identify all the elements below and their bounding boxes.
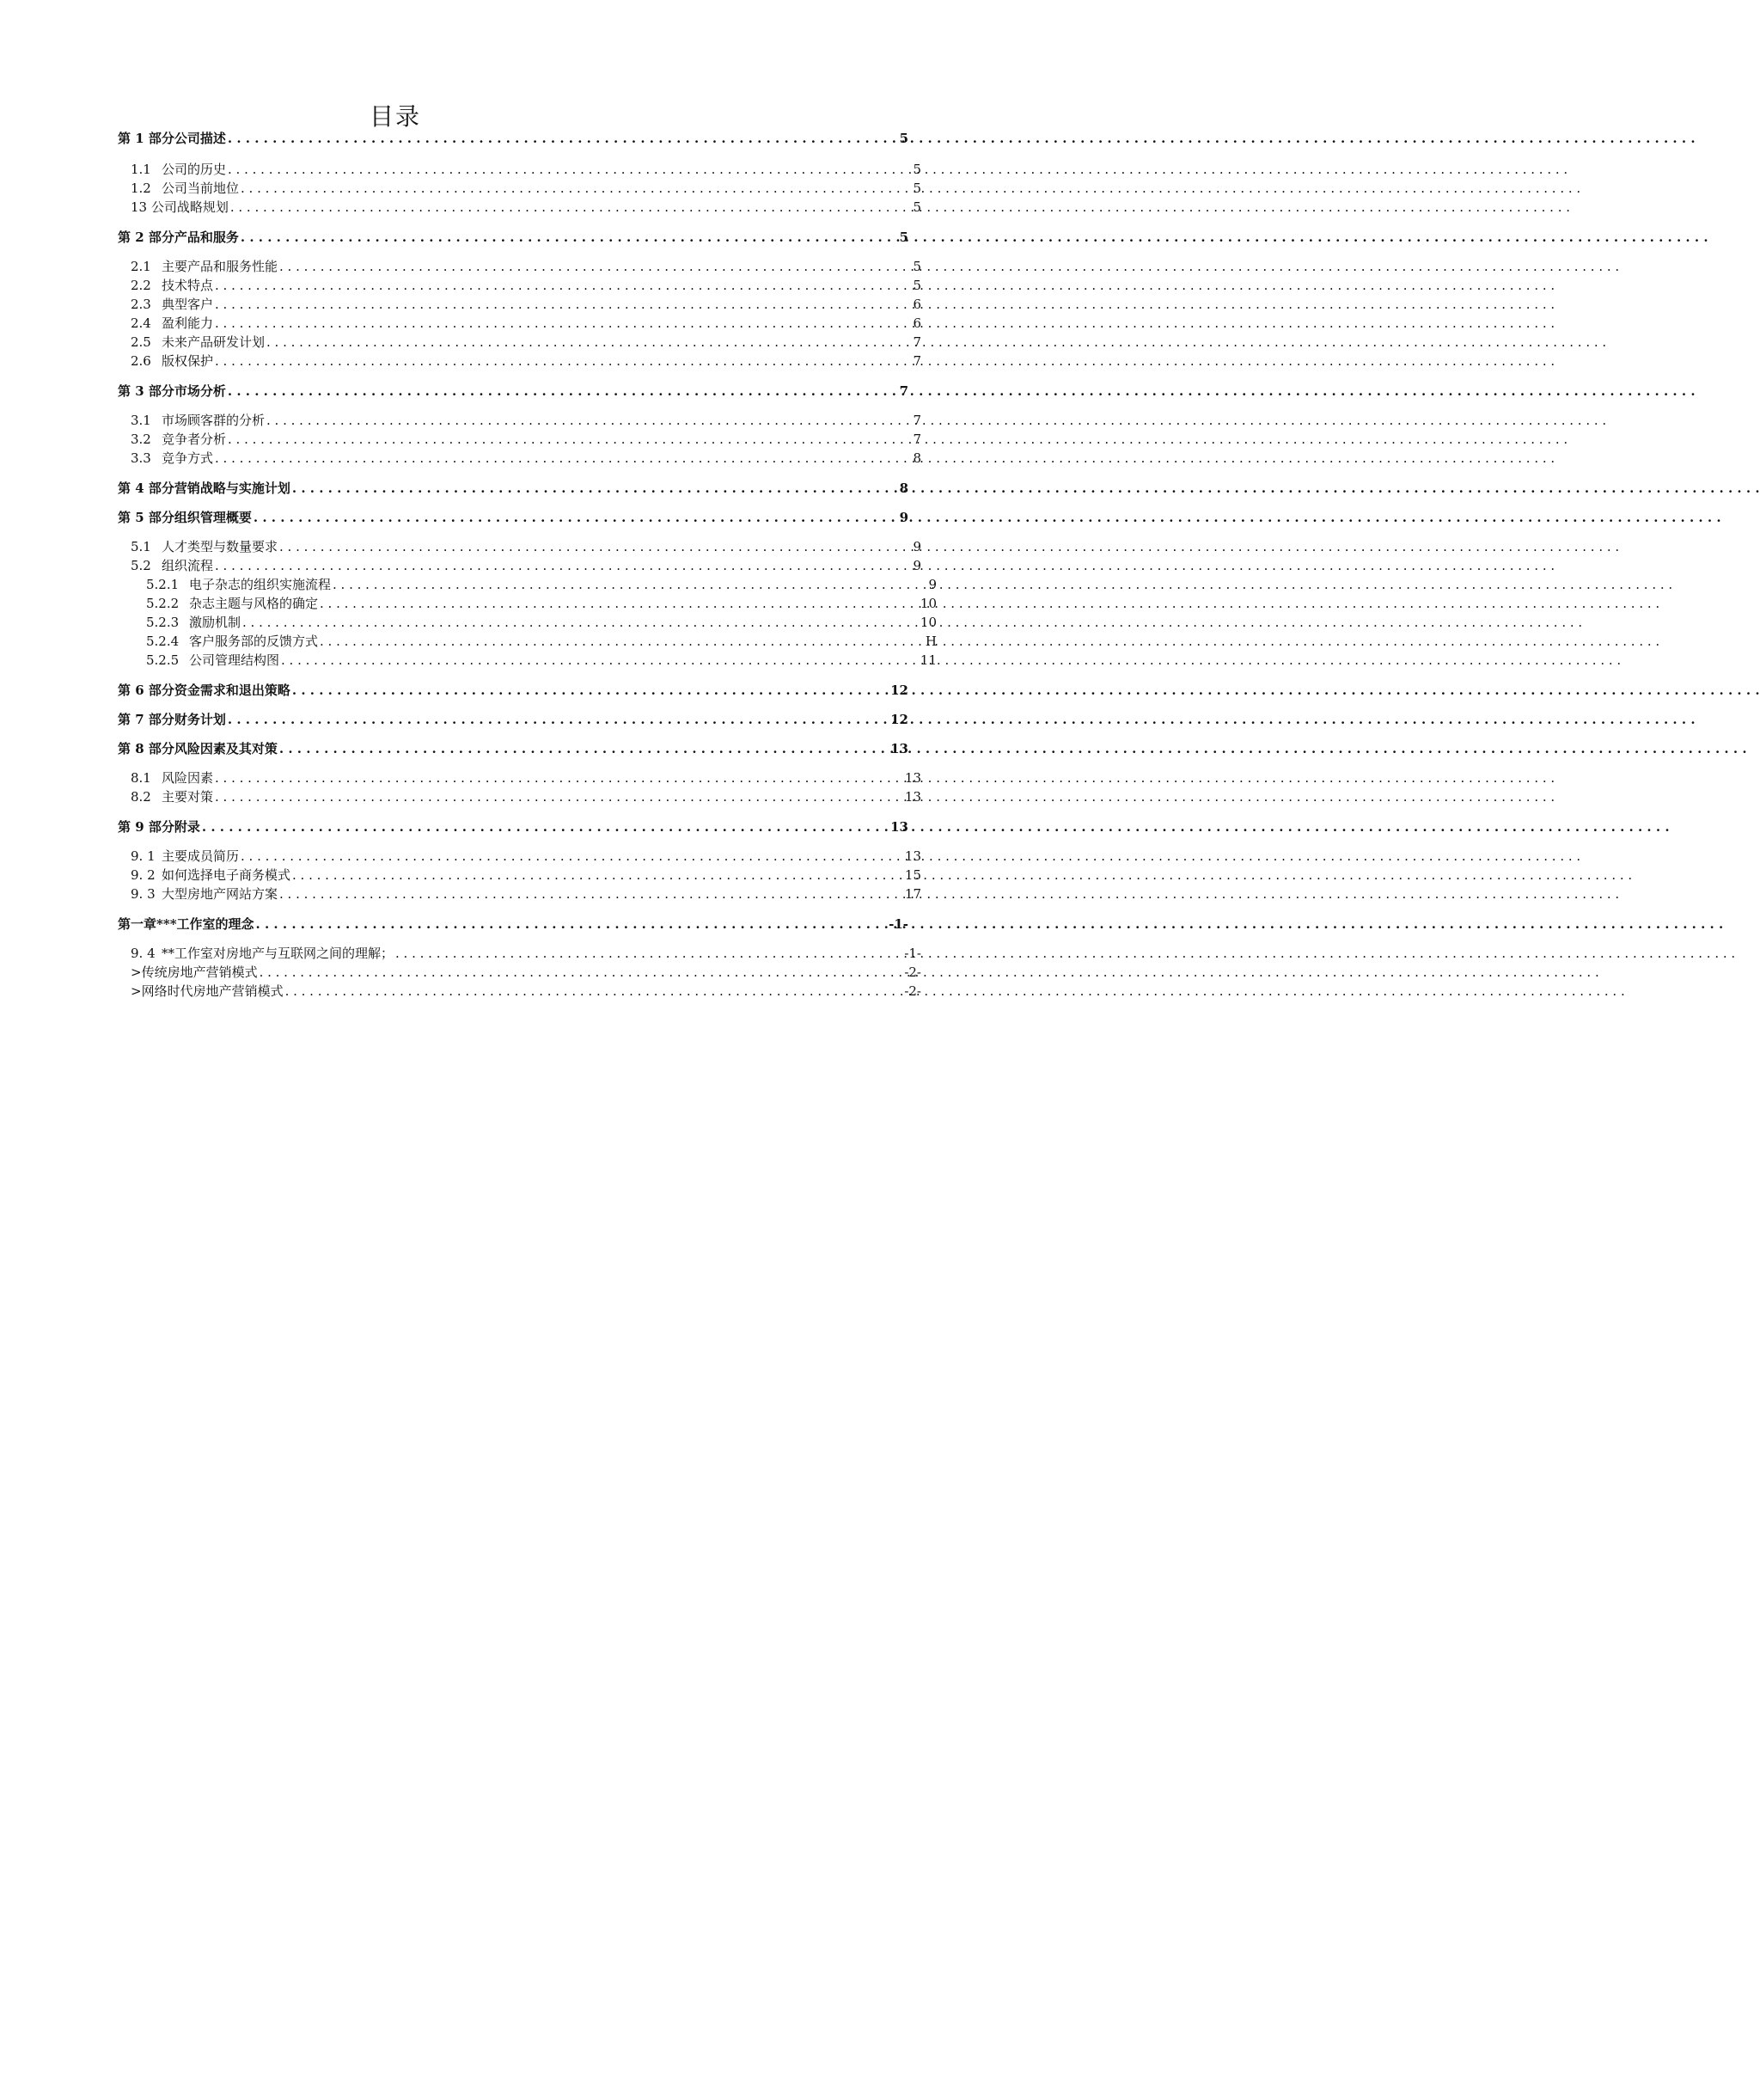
toc-entry-label: 盈利能力 <box>162 315 214 331</box>
toc-page-number: 6 <box>913 315 921 331</box>
toc-entry-label: 版权保护 <box>162 353 214 369</box>
toc-section-entry[interactable] <box>131 411 921 430</box>
toc-entry-label: 客户服务部的反馈方式 <box>189 634 319 649</box>
toc-chapter-entry[interactable] <box>118 479 908 498</box>
toc-entry-label: 第 9 部分附录 <box>118 819 200 835</box>
toc-page-number: 5 <box>913 162 921 177</box>
toc-section-entry[interactable] <box>131 160 921 179</box>
toc-page-number: 15 <box>904 867 921 883</box>
toc-entry-label: 第 8 部分风险因素及其对策 <box>118 741 278 756</box>
toc-entry-label: 组织流程 <box>162 558 214 573</box>
toc-section-entry[interactable] <box>131 866 921 885</box>
toc-chapter-entry[interactable] <box>118 129 908 148</box>
toc-entry-number: 9. 4 <box>131 946 156 961</box>
toc-entry-number: 5.1 <box>131 539 151 554</box>
toc-entry-number: 5.2.2 <box>146 596 180 611</box>
toc-page-number: 7 <box>913 413 921 428</box>
toc-section-entry[interactable] <box>131 352 921 370</box>
toc-entry-label: 市场顾客群的分析 <box>162 413 266 428</box>
toc-entry-number: 3.1 <box>131 413 151 428</box>
toc-entry-label: 第 1 部分公司描述 <box>118 131 226 146</box>
toc-page-number: -2- <box>904 964 921 980</box>
toc-section-entry[interactable] <box>131 430 921 449</box>
page-title: 目录 <box>369 102 421 131</box>
toc-page-number: 5 <box>913 181 921 196</box>
toc-section-entry[interactable] <box>131 179 921 198</box>
toc-page-number: 8 <box>913 450 921 466</box>
toc-page-number: H <box>925 634 937 649</box>
toc-page-number: 11 <box>920 652 937 668</box>
toc-page-number: 7 <box>899 383 908 399</box>
toc-section-entry[interactable] <box>146 613 937 632</box>
toc-entry-number: 5.2.3 <box>146 615 180 630</box>
toc-section-entry[interactable] <box>131 314 921 333</box>
toc-entry-number: 9. 1 <box>131 848 156 864</box>
toc-entry-label: 典型客户 <box>162 297 214 312</box>
toc-entry-label: 公司的历史 <box>162 162 227 177</box>
toc-chapter-entry[interactable] <box>118 508 908 527</box>
toc-entry-label: 公司当前地位 <box>162 181 240 196</box>
toc-section-entry[interactable] <box>131 295 921 314</box>
toc-entry-number: 5.2.5 <box>146 652 180 668</box>
toc-section-entry[interactable] <box>131 198 921 217</box>
toc-section-entry[interactable] <box>131 333 921 352</box>
toc-entry-label: 第 3 部分市场分析 <box>118 383 226 399</box>
toc-page-number: 7 <box>913 334 921 350</box>
toc-entry-number: 2.6 <box>131 353 151 369</box>
toc-page-number: 10 <box>920 596 937 611</box>
toc-entry-number: 9. 3 <box>131 886 156 902</box>
toc-entry-number: 3.3 <box>131 450 151 466</box>
toc-entry-number: 3.2 <box>131 432 151 447</box>
toc-entry-number: 9. 2 <box>131 867 156 883</box>
toc-entry-label: 大型房地产网站方案 <box>162 886 278 902</box>
toc-section-entry[interactable] <box>131 449 921 468</box>
toc-entry-label: 技术特点 <box>162 278 214 293</box>
toc-entry-number: 1.2 <box>131 181 151 196</box>
toc-section-entry[interactable] <box>146 632 937 651</box>
toc-entry-label: >传统房地产营销模式 <box>131 964 258 980</box>
toc-section-entry[interactable] <box>131 847 921 866</box>
toc-entry-label: 风险因素 <box>162 770 214 786</box>
toc-chapter-entry[interactable] <box>118 681 908 700</box>
toc-page-number: 9 <box>928 577 937 592</box>
toc-entry-label: 第 4 部分营销战略与实施计划 <box>118 481 290 496</box>
toc-entry-number: 5.2.1 <box>146 577 180 592</box>
toc-entry-label: 未来产品研发计划 <box>162 334 266 350</box>
toc-chapter-entry[interactable] <box>118 228 908 247</box>
toc-entry-number: 2.2 <box>131 278 151 293</box>
toc-page-number: 5 <box>913 278 921 293</box>
toc-page-number: -2- <box>904 983 921 999</box>
toc-entry-label: 竞争者分析 <box>162 432 227 447</box>
toc-entry-label: 第 6 部分资金需求和退出策略 <box>118 683 290 698</box>
toc-page-number: 13 <box>890 819 908 835</box>
toc-section-entry[interactable] <box>131 787 921 806</box>
toc-page-number: -1- <box>904 946 921 961</box>
toc-page-number: 10 <box>920 615 937 630</box>
toc-page-number: 5 <box>913 199 921 215</box>
toc-entry-label: 主要产品和服务性能 <box>162 259 278 274</box>
toc-section-entry[interactable] <box>146 575 937 594</box>
toc-section-entry[interactable] <box>131 556 921 575</box>
toc-entry-label: 主要对策 <box>162 789 214 805</box>
toc-entry-label: 主要成员简历 <box>162 848 240 864</box>
toc-page-number: 13 <box>890 741 908 756</box>
toc-page-number: 12 <box>890 712 908 727</box>
toc-entry-label: 如何选择电子商务模式 <box>162 867 291 883</box>
toc-entry-label: 第一章***工作室的理念 <box>118 916 254 932</box>
toc-page-number: 13 <box>904 770 921 786</box>
toc-entry-number: 2.3 <box>131 297 151 312</box>
toc-entry-label: 人才类型与数量要求 <box>162 539 278 554</box>
toc-entry-label: >网络时代房地产营销模式 <box>131 983 284 999</box>
toc-section-entry[interactable] <box>146 651 937 670</box>
toc-page-number: 7 <box>913 353 921 369</box>
toc-chapter-entry[interactable] <box>118 739 908 758</box>
toc-page-number: 5 <box>913 259 921 274</box>
toc-entry-label: **工作室对房地产与互联网之间的理解； <box>162 946 394 961</box>
toc-page-number: 9 <box>913 539 921 554</box>
toc-entry-label: 激励机制 <box>189 615 241 630</box>
toc-page-number: 8 <box>899 481 908 496</box>
toc-chapter-entry[interactable] <box>118 710 908 729</box>
toc-page-number: 6 <box>913 297 921 312</box>
toc-section-entry[interactable] <box>131 257 921 276</box>
toc-entry-number: 5.2 <box>131 558 151 573</box>
toc-section-entry[interactable] <box>146 594 937 613</box>
toc-entry-label: 第 5 部分组织管理概要 <box>118 510 252 525</box>
toc-chapter-entry[interactable] <box>118 382 908 401</box>
toc-entry-number: 2.5 <box>131 334 151 350</box>
toc-page-number: 7 <box>913 432 921 447</box>
toc-entry-number: 2.4 <box>131 315 151 331</box>
toc-entry-number: 8.1 <box>131 770 151 786</box>
toc-entry-label: 13 公司战略规划 <box>131 199 229 215</box>
toc-entry-number: 5.2.4 <box>146 634 180 649</box>
toc-page-number: 9 <box>899 510 908 525</box>
toc-entry-number: 2.1 <box>131 259 151 274</box>
table-of-contents <box>0 0 937 1118</box>
toc-section-entry[interactable] <box>131 944 921 963</box>
toc-section-entry[interactable] <box>131 982 921 1001</box>
toc-entry-label: 第 2 部分产品和服务 <box>118 230 239 245</box>
toc-entry-label: 第 7 部分财务计划 <box>118 712 226 727</box>
toc-page-number: 9 <box>913 558 921 573</box>
toc-entry-label: 杂志主题与风格的确定 <box>189 596 319 611</box>
toc-section-entry[interactable] <box>131 885 921 903</box>
toc-section-entry[interactable] <box>131 276 921 295</box>
toc-page <box>0 0 937 1118</box>
toc-section-entry[interactable] <box>131 963 921 982</box>
toc-page-number: 5 <box>899 131 908 146</box>
toc-entry-label: 电子杂志的组织实施流程 <box>189 577 332 592</box>
toc-page-number: 13 <box>904 848 921 864</box>
toc-page-number: 12 <box>890 683 908 698</box>
toc-page-number: -1- <box>889 916 908 932</box>
toc-entry-label: 竞争方式 <box>162 450 214 466</box>
toc-page-number: 13 <box>904 789 921 805</box>
toc-section-entry[interactable] <box>131 768 921 787</box>
toc-chapter-entry[interactable] <box>118 817 908 836</box>
toc-page-number: 5 <box>899 230 908 245</box>
toc-entry-number: 8.2 <box>131 789 151 805</box>
toc-entry-label: 公司管理结构图 <box>189 652 280 668</box>
toc-chapter-entry[interactable] <box>118 915 908 934</box>
toc-section-entry[interactable] <box>131 537 921 556</box>
toc-page-number: 17 <box>904 886 921 902</box>
toc-entry-number: 1.1 <box>131 162 151 177</box>
